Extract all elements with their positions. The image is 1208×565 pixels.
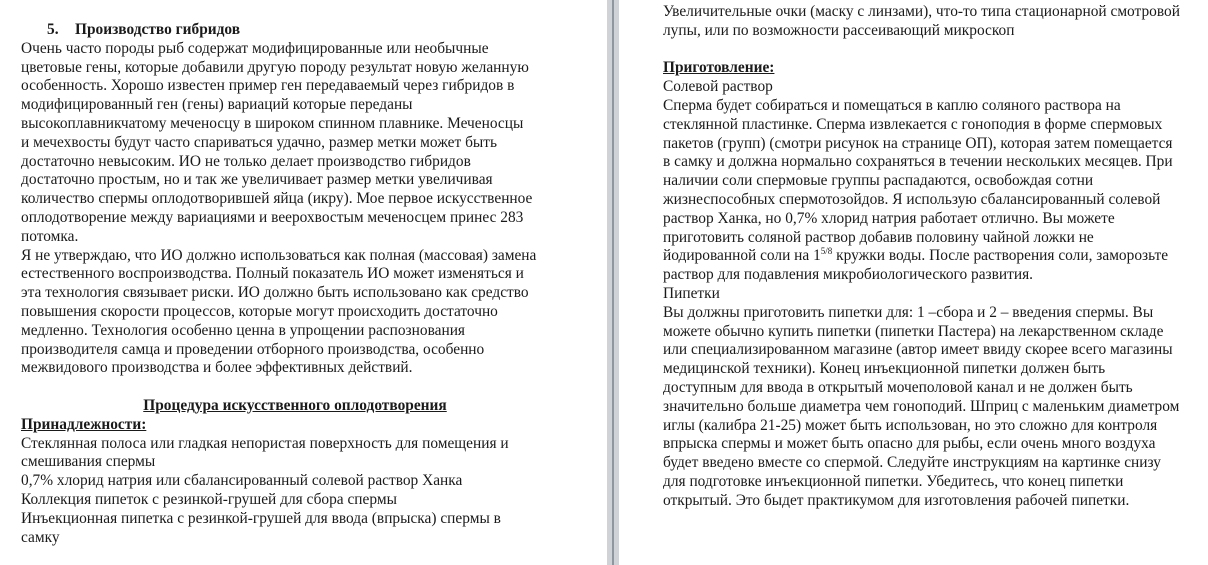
- paragraph-line: Очень часто породы рыб содержат модифицированные или необычные: [21, 39, 489, 57]
- paragraph-line: лупы, или по возможности рассеивающий микроскоп: [663, 21, 1015, 39]
- paragraph-line: особенность. Хорошо известен пример ген передаваемый через гибридов в: [21, 77, 515, 95]
- list-item: смешивания спермы: [21, 453, 156, 471]
- paragraph-line: можете обычно купить пипетки (пипетки Пастера) на лекарственном складе: [663, 322, 1164, 340]
- left-page-text: [21, 21, 569, 547]
- paragraph-line: достаточно невысоким. ИО не только делает производство гибридов: [21, 152, 471, 170]
- paragraph-line: доступным для ввода в открытый мочеполовой канал и не должен быть: [663, 378, 1133, 396]
- paragraph-line: приготовить соляной раствор добавив половину чайной ложки не: [663, 228, 1094, 246]
- page-gutter-divider: [607, 0, 619, 565]
- paragraph-line: Вы должны приготовить пипетки для: 1 –сбора и 2 – введения спермы. Вы: [663, 303, 1154, 321]
- paragraph-line: раствор Ханка, но 0,7% хлорид натрия работает отлично. Вы можете: [663, 209, 1115, 227]
- right-page: [619, 0, 1208, 565]
- paragraph-line: достаточно простым, но и так же увеличивает размер метки увеличивая: [21, 171, 493, 189]
- accessories-heading: Принадлежности:: [21, 415, 147, 433]
- paragraph-line: естественного воспроизводства. Полный показатель ИО может изменяться и: [21, 265, 524, 283]
- section-heading: [21, 21, 569, 40]
- paragraph-line: иглы (калибра 21-25) может быть использован, но это сложно для контроля: [663, 416, 1158, 434]
- paragraph-line: значительно больше диаметра чем гоноподий. Шприц с маленьким диаметром: [663, 397, 1180, 415]
- paragraph-line: стеклянной пластинке. Сперма извлекается с гоноподия в форме спермовых: [663, 115, 1163, 133]
- section-title: Производство гибридов: [75, 21, 241, 38]
- paragraph-line: модифицированный ген (гены) вариаций которые переданы: [21, 96, 413, 114]
- fraction-superscript: 5/8: [820, 246, 833, 257]
- blank-line: [663, 41, 1180, 60]
- paragraph-line: жизнеспособных спермотозойдов. Я использую сбалансированный солевой: [663, 190, 1161, 208]
- line-end: кружки воды. После растворения соли, заморозьте: [832, 247, 1169, 265]
- paragraph-line: медицинской техники). Конец инъекционной пипетки должен быть: [663, 360, 1106, 378]
- paragraph-line: или специализированном магазине (автор имеет ввиду скорее всего магазины: [663, 341, 1173, 359]
- section-number: 5.: [47, 21, 59, 38]
- paragraph-line: производителя самца и проведении отборного производства, особенно: [21, 340, 485, 358]
- line-start: йодированной соли на 1: [663, 247, 821, 265]
- paragraph-line-with-fraction: [663, 247, 1180, 266]
- preparation-heading: Приготовление:: [663, 59, 775, 77]
- paragraph-line: наличии соли спермовые группы распадаются, освобождая сотни: [663, 172, 1094, 190]
- list-item: 0,7% хлорид натрия или сбалансированный солевой раствор Ханка: [21, 472, 463, 490]
- paragraph-line: Увеличительные очки (маску с линзами), что-то типа стационарной смотровой: [663, 3, 1180, 20]
- paragraph-line: открытый. Это быдет практикумом для изготовления рабочей пипетки.: [663, 491, 1130, 509]
- paragraph-line: цветовые гены, которые добавили другую породу результат новую желанную: [21, 58, 529, 76]
- subheading-saline: Солевой раствор: [663, 78, 773, 96]
- paragraph-line: в самку и должна нормально сохраняться в течении нескольких месяцев. При: [663, 153, 1173, 171]
- paragraph-line: раствор для подавления микробиологического развития.: [663, 266, 1034, 284]
- list-item: самку: [21, 528, 60, 546]
- list-item: Стеклянная полоса или гладкая непористая поверхность для помещения и: [21, 434, 509, 452]
- paragraph-line: Сперма будет собираться и помещаться в каплю соляного раствора на: [663, 96, 1121, 114]
- paragraph-line: и мечехвосты будут часто спариваться удачно, размер метки может быть: [21, 133, 497, 151]
- paragraph-line: эта технология связывает риски. ИО должно быть использовано как средство: [21, 284, 529, 302]
- paragraph-line: Я не утверждаю, что ИО должно использоваться как полная (массовая) замена: [21, 246, 537, 264]
- paragraph-line: потомка.: [21, 227, 79, 245]
- paragraph-line: межвидового производства и более эффективных действий.: [21, 359, 413, 377]
- paragraph-line: оплодотворение между вариациями и веерохвостым меченосцем принес 283: [21, 208, 524, 226]
- paragraph-line: впрыска спермы и может быть опасно для рыбы, если очень много воздуха: [663, 435, 1156, 453]
- paragraph-line: повышения скорости процессов, которые могут происходить достаточно: [21, 302, 498, 320]
- paragraph-line: высокоплавникчатому меченосцу в широком спинном плавнике. Меченосцы: [21, 114, 524, 132]
- blank-line: [21, 378, 569, 397]
- paragraph-line: количество спермы оплодотворившей яйца (икру). Мое первое искусственное: [21, 190, 533, 208]
- paragraph-line: медленно. Технология особенно ценна в упрощении распознования: [21, 321, 466, 339]
- list-item: Коллекция пипеток с резинкой-грушей для сбора спермы: [21, 490, 397, 508]
- procedure-heading: Процедура искусственного оплодотворения: [143, 396, 447, 414]
- paragraph-line: будет введено вместе со спермой. Следуйте инструкциям на картинке снизу: [663, 454, 1161, 472]
- right-page-text: [663, 3, 1180, 511]
- list-item: Инъекционная пипетка с резинкой-грушей для ввода (впрыска) спермы в: [21, 509, 501, 527]
- subheading-pipettes: Пипетки: [663, 284, 720, 302]
- paragraph-line: для подготовке инъекционной пипетки. Убедитесь, что конец пипетки: [663, 472, 1124, 490]
- paragraph-line: пакетов (групп) (смотри рисунок на странице ОП), которая затем помещается: [663, 134, 1173, 152]
